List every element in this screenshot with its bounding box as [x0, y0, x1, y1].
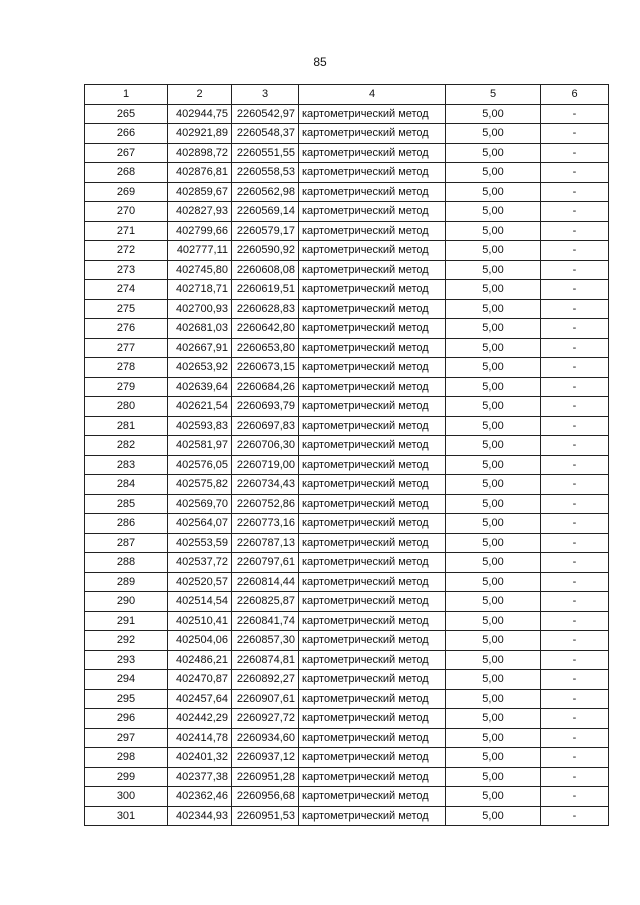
note-cell: -	[541, 377, 609, 397]
point-number-cell: 295	[85, 689, 168, 709]
method-cell: картометрический метод	[299, 241, 446, 261]
accuracy-cell: 5,00	[446, 397, 541, 417]
y-coordinate-cell: 2260719,00	[232, 455, 299, 475]
method-cell: картометрический метод	[299, 182, 446, 202]
point-number-cell: 284	[85, 475, 168, 495]
accuracy-cell: 5,00	[446, 572, 541, 592]
x-coordinate-cell: 402504,06	[168, 631, 232, 651]
method-cell: картометрический метод	[299, 553, 446, 573]
header-col-5: 5	[446, 85, 541, 105]
y-coordinate-cell: 2260956,68	[232, 787, 299, 807]
x-coordinate-cell: 402510,41	[168, 611, 232, 631]
table-row	[85, 319, 609, 339]
point-number-cell: 277	[85, 338, 168, 358]
point-number-cell: 298	[85, 748, 168, 768]
point-number-cell: 267	[85, 143, 168, 163]
method-cell: картометрический метод	[299, 728, 446, 748]
note-cell: -	[541, 592, 609, 612]
table-row	[85, 280, 609, 300]
table-row	[85, 494, 609, 514]
table-row	[85, 670, 609, 690]
method-cell: картометрический метод	[299, 260, 446, 280]
accuracy-cell: 5,00	[446, 143, 541, 163]
table-row	[85, 650, 609, 670]
accuracy-cell: 5,00	[446, 299, 541, 319]
point-number-cell: 301	[85, 806, 168, 826]
point-number-cell: 282	[85, 436, 168, 456]
y-coordinate-cell: 2260653,80	[232, 338, 299, 358]
y-coordinate-cell: 2260734,43	[232, 475, 299, 495]
point-number-cell: 271	[85, 221, 168, 241]
x-coordinate-cell: 402621,54	[168, 397, 232, 417]
y-coordinate-cell: 2260569,14	[232, 202, 299, 222]
point-number-cell: 274	[85, 280, 168, 300]
note-cell: -	[541, 280, 609, 300]
y-coordinate-cell: 2260907,61	[232, 689, 299, 709]
method-cell: картометрический метод	[299, 163, 446, 183]
accuracy-cell: 5,00	[446, 748, 541, 768]
table-row	[85, 241, 609, 261]
note-cell: -	[541, 728, 609, 748]
x-coordinate-cell: 402777,11	[168, 241, 232, 261]
y-coordinate-cell: 2260825,87	[232, 592, 299, 612]
method-cell: картометрический метод	[299, 416, 446, 436]
method-cell: картометрический метод	[299, 143, 446, 163]
note-cell: -	[541, 631, 609, 651]
note-cell: -	[541, 709, 609, 729]
method-cell: картометрический метод	[299, 631, 446, 651]
x-coordinate-cell: 402718,71	[168, 280, 232, 300]
accuracy-cell: 5,00	[446, 319, 541, 339]
method-cell: картометрический метод	[299, 689, 446, 709]
note-cell: -	[541, 143, 609, 163]
point-number-cell: 278	[85, 358, 168, 378]
x-coordinate-cell: 402401,32	[168, 748, 232, 768]
note-cell: -	[541, 650, 609, 670]
x-coordinate-cell: 402859,67	[168, 182, 232, 202]
method-cell: картометрический метод	[299, 358, 446, 378]
point-number-cell: 280	[85, 397, 168, 417]
accuracy-cell: 5,00	[446, 280, 541, 300]
x-coordinate-cell: 402921,89	[168, 124, 232, 144]
header-col-3: 3	[232, 85, 299, 105]
method-cell: картометрический метод	[299, 455, 446, 475]
note-cell: -	[541, 533, 609, 553]
method-cell: картометрический метод	[299, 533, 446, 553]
accuracy-cell: 5,00	[446, 436, 541, 456]
accuracy-cell: 5,00	[446, 163, 541, 183]
x-coordinate-cell: 402344,93	[168, 806, 232, 826]
table-row	[85, 202, 609, 222]
table-row	[85, 806, 609, 826]
note-cell: -	[541, 670, 609, 690]
note-cell: -	[541, 767, 609, 787]
point-number-cell: 283	[85, 455, 168, 475]
x-coordinate-cell: 402514,54	[168, 592, 232, 612]
x-coordinate-cell: 402581,97	[168, 436, 232, 456]
x-coordinate-cell: 402414,78	[168, 728, 232, 748]
y-coordinate-cell: 2260797,61	[232, 553, 299, 573]
point-number-cell: 296	[85, 709, 168, 729]
x-coordinate-cell: 402537,72	[168, 553, 232, 573]
y-coordinate-cell: 2260934,60	[232, 728, 299, 748]
y-coordinate-cell: 2260841,74	[232, 611, 299, 631]
x-coordinate-cell: 402667,91	[168, 338, 232, 358]
table-row	[85, 124, 609, 144]
table-row	[85, 455, 609, 475]
table-row	[85, 553, 609, 573]
table-row	[85, 748, 609, 768]
y-coordinate-cell: 2260693,79	[232, 397, 299, 417]
note-cell: -	[541, 124, 609, 144]
x-coordinate-cell: 402827,93	[168, 202, 232, 222]
y-coordinate-cell: 2260542,97	[232, 104, 299, 124]
y-coordinate-cell: 2260619,51	[232, 280, 299, 300]
table-row	[85, 728, 609, 748]
method-cell: картометрический метод	[299, 436, 446, 456]
y-coordinate-cell: 2260558,53	[232, 163, 299, 183]
method-cell: картометрический метод	[299, 475, 446, 495]
accuracy-cell: 5,00	[446, 260, 541, 280]
x-coordinate-cell: 402564,07	[168, 514, 232, 534]
note-cell: -	[541, 221, 609, 241]
x-coordinate-cell: 402639,64	[168, 377, 232, 397]
point-number-cell: 269	[85, 182, 168, 202]
x-coordinate-cell: 402944,75	[168, 104, 232, 124]
table-row	[85, 163, 609, 183]
table-row	[85, 143, 609, 163]
method-cell: картометрический метод	[299, 709, 446, 729]
note-cell: -	[541, 748, 609, 768]
x-coordinate-cell: 402362,46	[168, 787, 232, 807]
table-row	[85, 631, 609, 651]
y-coordinate-cell: 2260927,72	[232, 709, 299, 729]
method-cell: картометрический метод	[299, 377, 446, 397]
y-coordinate-cell: 2260642,80	[232, 319, 299, 339]
y-coordinate-cell: 2260548,37	[232, 124, 299, 144]
point-number-cell: 281	[85, 416, 168, 436]
method-cell: картометрический метод	[299, 280, 446, 300]
table-row	[85, 338, 609, 358]
y-coordinate-cell: 2260951,53	[232, 806, 299, 826]
y-coordinate-cell: 2260608,08	[232, 260, 299, 280]
method-cell: картометрический метод	[299, 748, 446, 768]
table-row	[85, 397, 609, 417]
table-row	[85, 436, 609, 456]
note-cell: -	[541, 475, 609, 495]
y-coordinate-cell: 2260706,30	[232, 436, 299, 456]
x-coordinate-cell: 402575,82	[168, 475, 232, 495]
method-cell: картометрический метод	[299, 592, 446, 612]
point-number-cell: 276	[85, 319, 168, 339]
accuracy-cell: 5,00	[446, 358, 541, 378]
y-coordinate-cell: 2260892,27	[232, 670, 299, 690]
x-coordinate-cell: 402457,64	[168, 689, 232, 709]
table-row	[85, 182, 609, 202]
method-cell: картометрический метод	[299, 319, 446, 339]
table-row	[85, 689, 609, 709]
note-cell: -	[541, 514, 609, 534]
note-cell: -	[541, 787, 609, 807]
table-body	[85, 104, 609, 826]
method-cell: картометрический метод	[299, 514, 446, 534]
note-cell: -	[541, 182, 609, 202]
y-coordinate-cell: 2260628,83	[232, 299, 299, 319]
x-coordinate-cell: 402569,70	[168, 494, 232, 514]
table-row	[85, 592, 609, 612]
point-number-cell: 279	[85, 377, 168, 397]
table-row	[85, 475, 609, 495]
accuracy-cell: 5,00	[446, 631, 541, 651]
accuracy-cell: 5,00	[446, 767, 541, 787]
x-coordinate-cell: 402653,92	[168, 358, 232, 378]
method-cell: картометрический метод	[299, 397, 446, 417]
point-number-cell: 290	[85, 592, 168, 612]
table-row	[85, 221, 609, 241]
point-number-cell: 288	[85, 553, 168, 573]
header-col-1: 1	[85, 85, 168, 105]
point-number-cell: 294	[85, 670, 168, 690]
point-number-cell: 268	[85, 163, 168, 183]
x-coordinate-cell: 402700,93	[168, 299, 232, 319]
accuracy-cell: 5,00	[446, 475, 541, 495]
y-coordinate-cell: 2260814,44	[232, 572, 299, 592]
table-row	[85, 260, 609, 280]
table-row	[85, 104, 609, 124]
point-number-cell: 297	[85, 728, 168, 748]
y-coordinate-cell: 2260562,98	[232, 182, 299, 202]
note-cell: -	[541, 572, 609, 592]
method-cell: картометрический метод	[299, 650, 446, 670]
point-number-cell: 293	[85, 650, 168, 670]
note-cell: -	[541, 319, 609, 339]
accuracy-cell: 5,00	[446, 728, 541, 748]
accuracy-cell: 5,00	[446, 533, 541, 553]
point-number-cell: 292	[85, 631, 168, 651]
y-coordinate-cell: 2260684,26	[232, 377, 299, 397]
note-cell: -	[541, 358, 609, 378]
note-cell: -	[541, 553, 609, 573]
page-number: 85	[313, 55, 327, 69]
point-number-cell: 287	[85, 533, 168, 553]
method-cell: картометрический метод	[299, 494, 446, 514]
method-cell: картометрический метод	[299, 221, 446, 241]
accuracy-cell: 5,00	[446, 455, 541, 475]
accuracy-cell: 5,00	[446, 494, 541, 514]
point-number-cell: 285	[85, 494, 168, 514]
accuracy-cell: 5,00	[446, 416, 541, 436]
y-coordinate-cell: 2260787,13	[232, 533, 299, 553]
accuracy-cell: 5,00	[446, 221, 541, 241]
y-coordinate-cell: 2260579,17	[232, 221, 299, 241]
note-cell: -	[541, 416, 609, 436]
accuracy-cell: 5,00	[446, 787, 541, 807]
x-coordinate-cell: 402799,66	[168, 221, 232, 241]
method-cell: картометрический метод	[299, 202, 446, 222]
x-coordinate-cell: 402442,29	[168, 709, 232, 729]
x-coordinate-cell: 402520,57	[168, 572, 232, 592]
method-cell: картометрический метод	[299, 104, 446, 124]
x-coordinate-cell: 402486,21	[168, 650, 232, 670]
table-row	[85, 533, 609, 553]
accuracy-cell: 5,00	[446, 650, 541, 670]
table-row	[85, 358, 609, 378]
note-cell: -	[541, 436, 609, 456]
point-number-cell: 275	[85, 299, 168, 319]
point-number-cell: 299	[85, 767, 168, 787]
y-coordinate-cell: 2260551,55	[232, 143, 299, 163]
y-coordinate-cell: 2260874,81	[232, 650, 299, 670]
accuracy-cell: 5,00	[446, 124, 541, 144]
method-cell: картометрический метод	[299, 670, 446, 690]
x-coordinate-cell: 402553,59	[168, 533, 232, 553]
table-row	[85, 299, 609, 319]
y-coordinate-cell: 2260857,30	[232, 631, 299, 651]
accuracy-cell: 5,00	[446, 182, 541, 202]
table-row	[85, 377, 609, 397]
x-coordinate-cell: 402377,38	[168, 767, 232, 787]
point-number-cell: 272	[85, 241, 168, 261]
table-row	[85, 611, 609, 631]
x-coordinate-cell: 402470,87	[168, 670, 232, 690]
x-coordinate-cell: 402898,72	[168, 143, 232, 163]
method-cell: картометрический метод	[299, 767, 446, 787]
x-coordinate-cell: 402593,83	[168, 416, 232, 436]
y-coordinate-cell: 2260773,16	[232, 514, 299, 534]
header-col-4: 4	[299, 85, 446, 105]
y-coordinate-cell: 2260590,92	[232, 241, 299, 261]
table-row	[85, 709, 609, 729]
point-number-cell: 291	[85, 611, 168, 631]
note-cell: -	[541, 104, 609, 124]
x-coordinate-cell: 402876,81	[168, 163, 232, 183]
note-cell: -	[541, 689, 609, 709]
accuracy-cell: 5,00	[446, 338, 541, 358]
header-col-2: 2	[168, 85, 232, 105]
note-cell: -	[541, 494, 609, 514]
note-cell: -	[541, 397, 609, 417]
accuracy-cell: 5,00	[446, 241, 541, 261]
point-number-cell: 265	[85, 104, 168, 124]
method-cell: картометрический метод	[299, 338, 446, 358]
accuracy-cell: 5,00	[446, 806, 541, 826]
accuracy-cell: 5,00	[446, 377, 541, 397]
accuracy-cell: 5,00	[446, 689, 541, 709]
y-coordinate-cell: 2260673,15	[232, 358, 299, 378]
method-cell: картометрический метод	[299, 299, 446, 319]
method-cell: картометрический метод	[299, 124, 446, 144]
y-coordinate-cell: 2260697,83	[232, 416, 299, 436]
note-cell: -	[541, 611, 609, 631]
note-cell: -	[541, 202, 609, 222]
accuracy-cell: 5,00	[446, 202, 541, 222]
point-number-cell: 266	[85, 124, 168, 144]
accuracy-cell: 5,00	[446, 104, 541, 124]
point-number-cell: 289	[85, 572, 168, 592]
table-row	[85, 572, 609, 592]
note-cell: -	[541, 241, 609, 261]
note-cell: -	[541, 455, 609, 475]
note-cell: -	[541, 338, 609, 358]
accuracy-cell: 5,00	[446, 553, 541, 573]
x-coordinate-cell: 402681,03	[168, 319, 232, 339]
note-cell: -	[541, 299, 609, 319]
x-coordinate-cell: 402576,05	[168, 455, 232, 475]
method-cell: картометрический метод	[299, 572, 446, 592]
point-number-cell: 286	[85, 514, 168, 534]
accuracy-cell: 5,00	[446, 670, 541, 690]
coordinates-table	[84, 84, 609, 826]
table-row	[85, 514, 609, 534]
accuracy-cell: 5,00	[446, 514, 541, 534]
point-number-cell: 300	[85, 787, 168, 807]
table-row	[85, 767, 609, 787]
note-cell: -	[541, 260, 609, 280]
point-number-cell: 270	[85, 202, 168, 222]
x-coordinate-cell: 402745,80	[168, 260, 232, 280]
accuracy-cell: 5,00	[446, 592, 541, 612]
table-row	[85, 787, 609, 807]
note-cell: -	[541, 806, 609, 826]
table-row	[85, 416, 609, 436]
header-col-6: 6	[541, 85, 609, 105]
table-header-row	[85, 85, 609, 105]
y-coordinate-cell: 2260951,28	[232, 767, 299, 787]
note-cell: -	[541, 163, 609, 183]
point-number-cell: 273	[85, 260, 168, 280]
accuracy-cell: 5,00	[446, 611, 541, 631]
y-coordinate-cell: 2260752,86	[232, 494, 299, 514]
method-cell: картометрический метод	[299, 787, 446, 807]
method-cell: картометрический метод	[299, 611, 446, 631]
y-coordinate-cell: 2260937,12	[232, 748, 299, 768]
accuracy-cell: 5,00	[446, 709, 541, 729]
method-cell: картометрический метод	[299, 806, 446, 826]
